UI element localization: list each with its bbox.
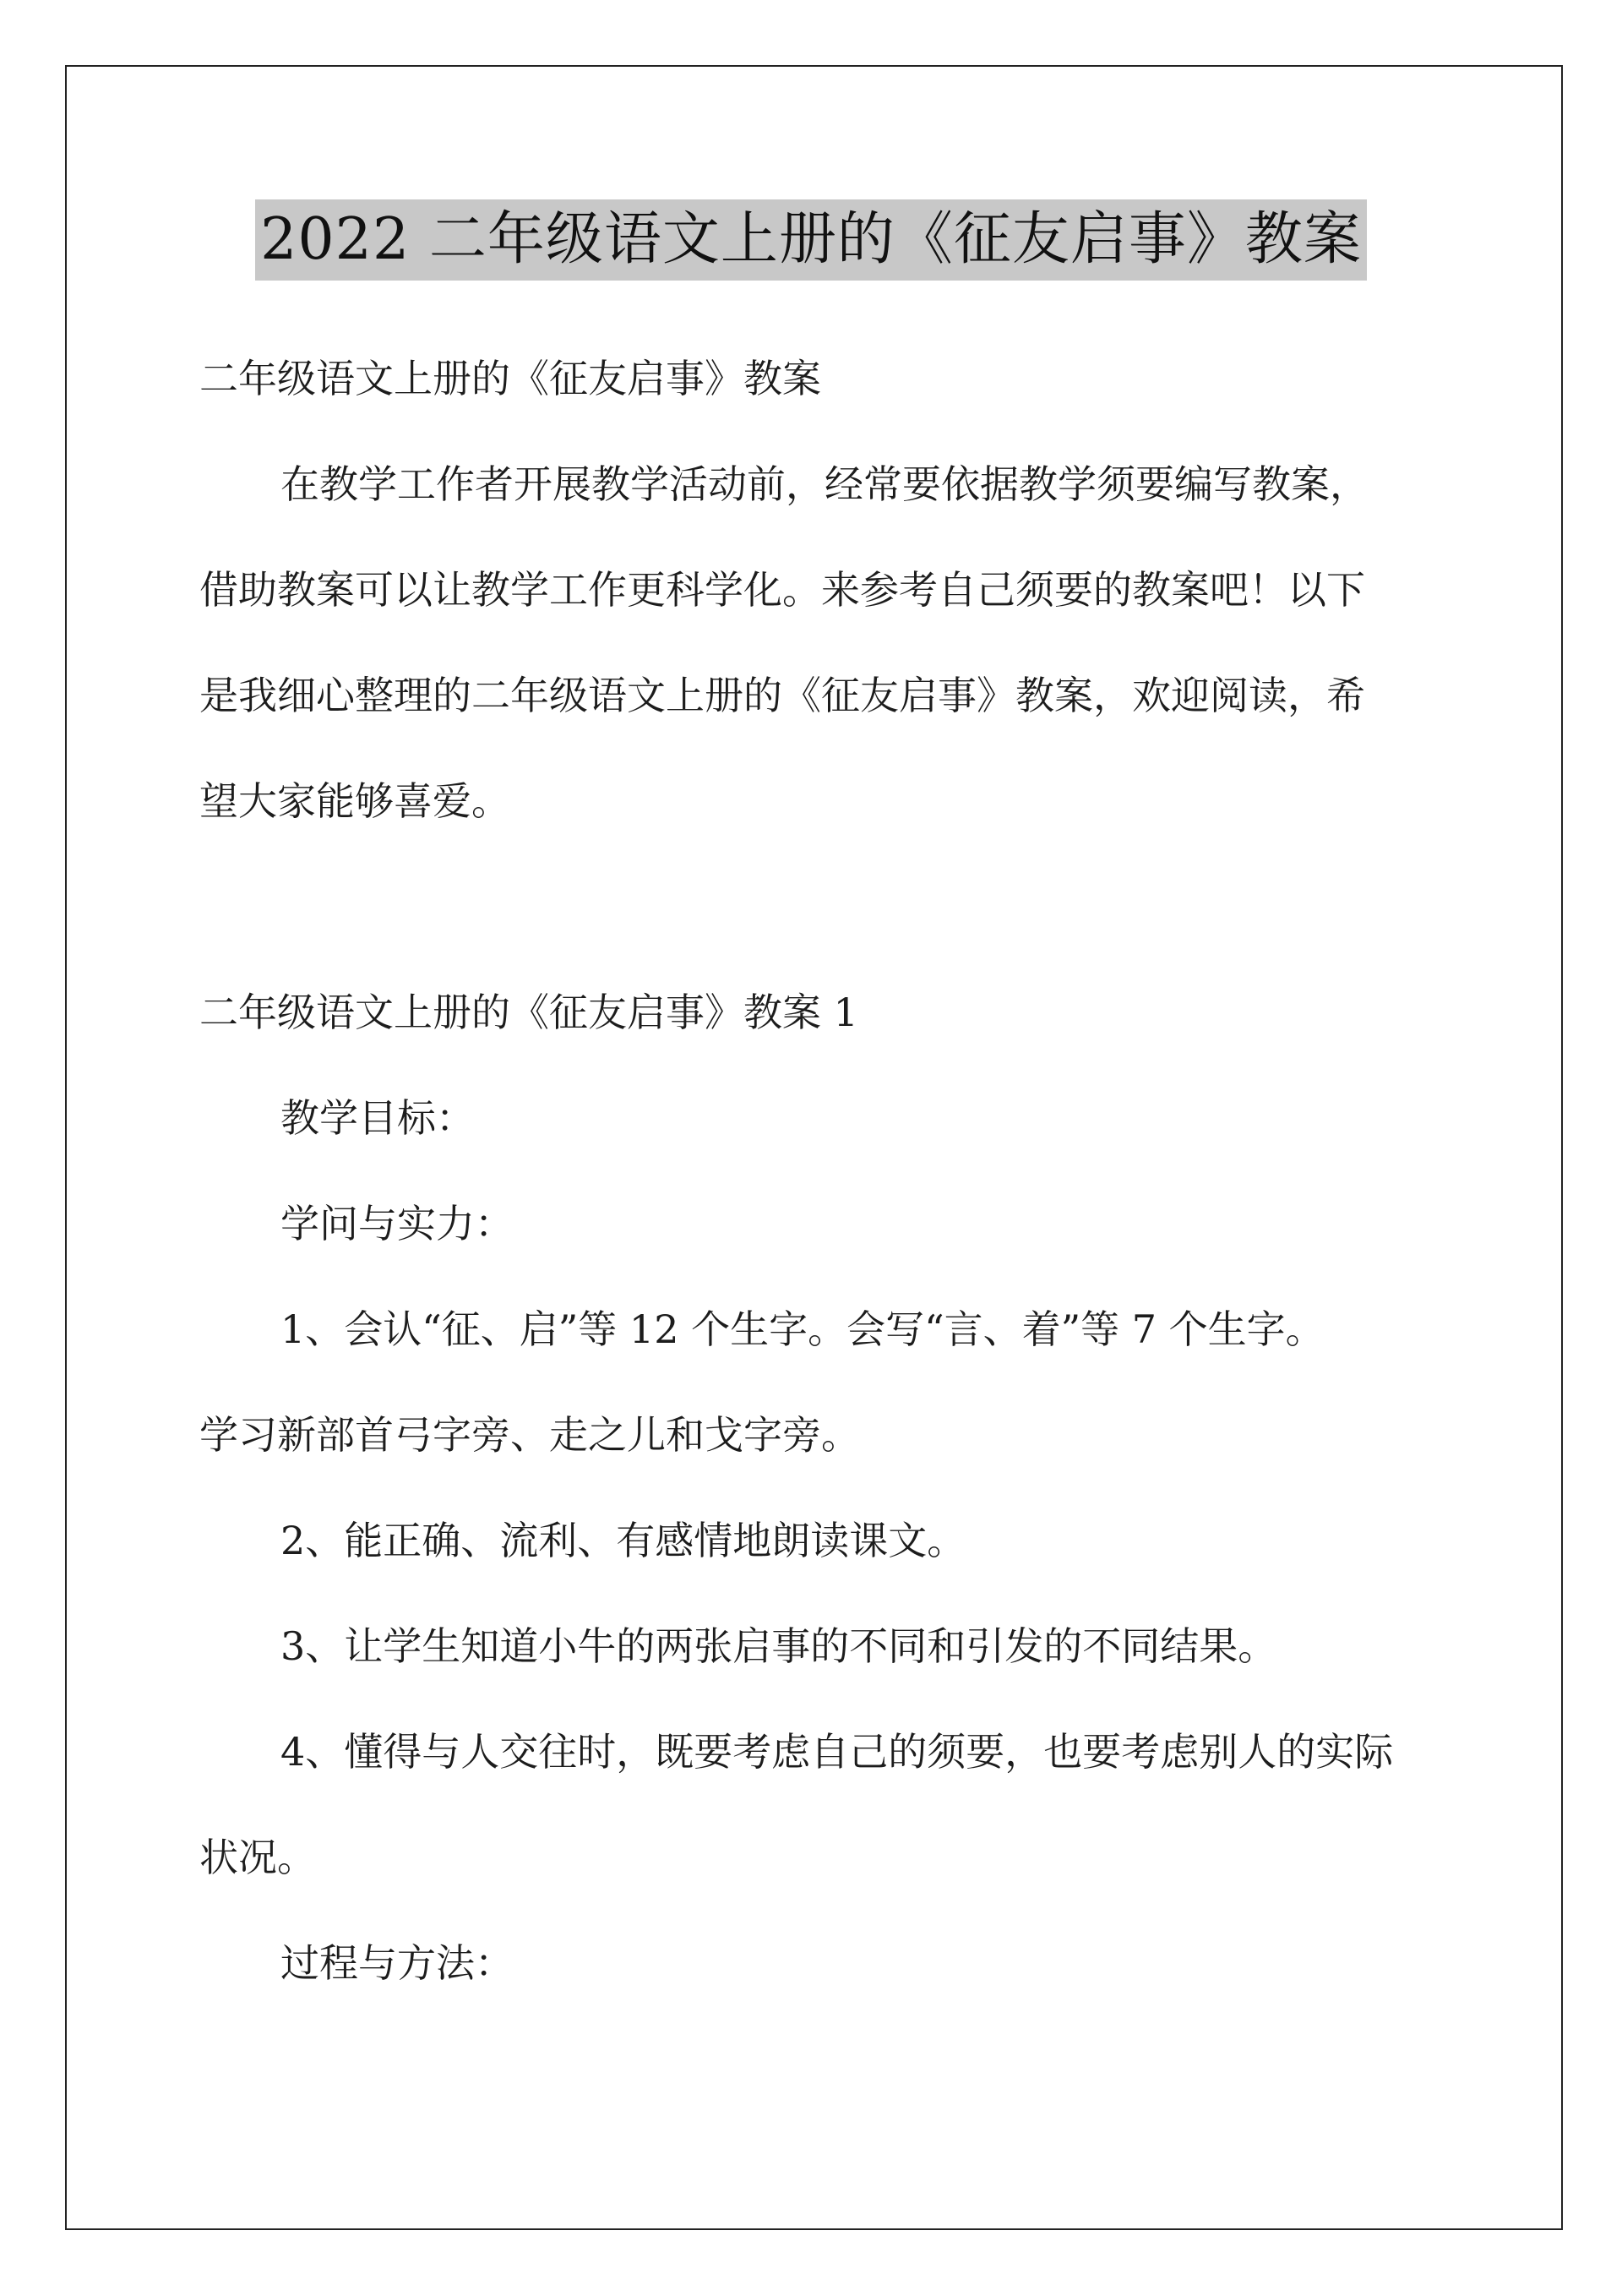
intro-line: 借助教案可以让教学工作更科学化。来参考自己须要的教案吧！以下: [199, 567, 1365, 613]
intro-line: 望大家能够喜爱。: [199, 778, 510, 824]
knowledge-label: 学问与实力：: [280, 1201, 514, 1246]
intro-line: 是我细心整理的二年级语文上册的《征友启事》教案，欢迎阅读，希: [199, 673, 1365, 718]
list-item: 2、能正确、流利、有感情地朗读课文。: [280, 1518, 966, 1563]
list-item: 状况。: [199, 1835, 316, 1880]
list-item: 3、让学生知道小牛的两张启事的不同和引发的不同结果。: [280, 1623, 1277, 1669]
process-label: 过程与方法：: [280, 1940, 514, 1986]
intro-line: 在教学工作者开展教学活动前，经常要依据教学须要编写教案，: [280, 461, 1369, 507]
goals-label: 教学目标：: [280, 1095, 475, 1141]
document-subtitle: 二年级语文上册的《征友启事》教案: [199, 356, 821, 401]
list-item: 1、会认“征、启”等 12 个生字。会写“言、着”等 7 个生字。: [280, 1306, 1325, 1352]
list-item: 学习新部首弓字旁、走之儿和戈字旁。: [199, 1412, 860, 1458]
section-heading: 二年级语文上册的《征友启事》教案 1: [199, 990, 858, 1035]
title-container: [0, 199, 1622, 281]
list-item: 4、懂得与人交往时，既要考虑自己的须要，也要考虑别人的实际: [280, 1729, 1394, 1775]
document-title: 2022 二年级语文上册的《征友启事》教案: [255, 199, 1367, 281]
